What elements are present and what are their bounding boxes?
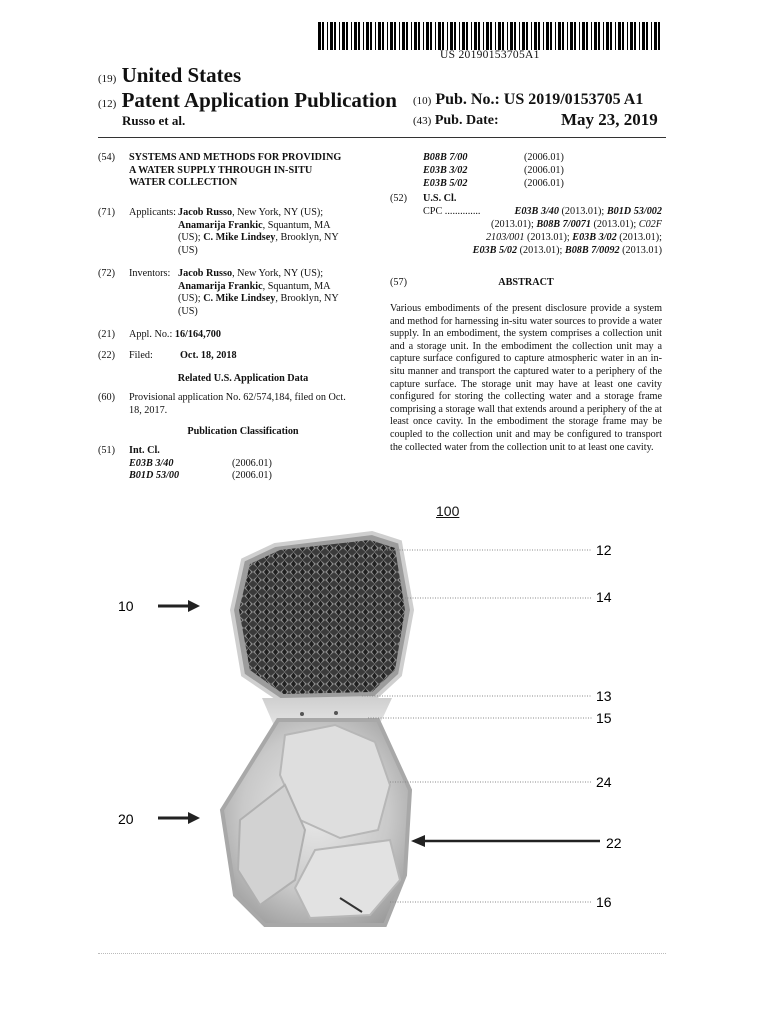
barcode-bar — [615, 22, 616, 50]
applicant-loc: , New York, NY (US); — [232, 207, 324, 218]
cpc-year: (2013.01); — [590, 219, 639, 230]
cpc-line — [462, 206, 662, 219]
intcl-class: B01D 53/00 — [129, 470, 180, 481]
appl-label: Appl. No.: — [129, 329, 173, 340]
applicant-name: Anamarija Frankic — [178, 219, 263, 231]
intcl-year: (2006.01) — [524, 165, 564, 176]
barcode-bar — [459, 22, 460, 50]
country-code: (19) — [98, 73, 117, 85]
barcode-bar — [646, 22, 648, 50]
barcode-bar — [426, 22, 429, 50]
label-14: 14 — [596, 589, 612, 605]
barcode-bar — [394, 22, 396, 50]
barcode-bar — [402, 22, 405, 50]
barcode-bar — [342, 22, 345, 50]
barcode-bar — [495, 22, 496, 50]
pub-date-line — [413, 113, 499, 129]
cpc-label: CPC .............. — [423, 206, 481, 217]
barcode-bar — [322, 22, 324, 50]
applicant-loc: , Squantum, MA — [262, 219, 331, 231]
related-heading: Related U.S. Application Data — [177, 373, 309, 384]
barcode-bar — [474, 22, 477, 50]
cpc-year: (2013.01); — [491, 219, 537, 230]
barcode-bar — [651, 22, 652, 50]
barcode-bar — [382, 22, 384, 50]
cpc-year: (2013.01); — [616, 232, 662, 243]
barcode-bar — [639, 22, 640, 50]
barcode-bar — [562, 22, 564, 50]
arrow-22 — [411, 835, 600, 847]
barcode-bar — [574, 22, 576, 50]
applicant-name: C. Mike Lindsey — [203, 232, 276, 244]
label-12: 12 — [596, 542, 612, 558]
barcode-bar — [490, 22, 492, 50]
barcode-bar — [658, 22, 660, 50]
barcode-bar — [423, 22, 424, 50]
barcode-bar — [514, 22, 516, 50]
cpc-line — [402, 245, 662, 258]
cpc-class: E03B 3/40 — [514, 206, 559, 217]
barcode-bar — [334, 22, 336, 50]
barcode-bar — [507, 22, 508, 50]
inventor-name: C. Mike Lindsey — [203, 293, 276, 305]
label-15: 15 — [596, 710, 612, 726]
intcl-code: (51) — [98, 445, 115, 456]
pub-no: US 2019/0153705 A1 — [503, 91, 644, 108]
inventors-code: (72) — [98, 268, 115, 279]
barcode-bar — [406, 22, 408, 50]
pub-date-label: Pub. Date: — [434, 113, 499, 128]
cpc-class: E03B 5/02 — [472, 245, 518, 256]
appl-code: (21) — [98, 329, 115, 340]
barcode-bar — [558, 22, 561, 50]
barcode-bar — [351, 22, 352, 50]
label-22: 22 — [606, 835, 622, 851]
barcode-bar — [447, 22, 448, 50]
pub-no-line — [413, 91, 643, 109]
barcode-bar — [387, 22, 388, 50]
pub-date-code: (43) — [413, 115, 432, 127]
authors: Russo et al. — [122, 113, 186, 128]
barcode-bar — [555, 22, 556, 50]
barcode-bar — [346, 22, 348, 50]
barcode-bar — [411, 22, 412, 50]
cpc-year: (2013.01); — [517, 245, 565, 256]
inventor-loc: , Squantum, MA — [262, 280, 331, 292]
barcode-bar — [370, 22, 372, 50]
title-code: (54) — [98, 152, 115, 163]
barcode-bar — [570, 22, 573, 50]
barcode-bar — [606, 22, 609, 50]
intcl-year: (2006.01) — [232, 470, 272, 481]
barcode-bar — [579, 22, 580, 50]
barcode-bar — [610, 22, 612, 50]
inventor-loc: (US); — [178, 293, 204, 305]
intcl-class: E03B 3/40 — [129, 458, 174, 469]
applicants-code: (71) — [98, 207, 115, 218]
barcode-bar — [627, 22, 628, 50]
arrow-10 — [158, 600, 200, 612]
barcode-bar — [538, 22, 540, 50]
pub-date: May 23, 2019 — [561, 110, 658, 129]
applicant-name: Jacob Russo — [178, 207, 233, 218]
barcode-number: US 20190153705A1 — [440, 49, 540, 61]
title — [129, 152, 379, 190]
barcode-bar — [603, 22, 604, 50]
inventor-name: Jacob Russo — [178, 268, 233, 279]
barcode — [318, 22, 662, 50]
cpc-year: (2013.01); — [524, 232, 573, 243]
barcode-bar — [534, 22, 537, 50]
barcode-bar — [375, 22, 376, 50]
country-line — [98, 63, 241, 88]
applicants-label: Applicants: — [129, 207, 176, 218]
barcode-bar — [399, 22, 400, 50]
barcode-bar — [531, 22, 532, 50]
cpc-year: (2013.01); — [558, 206, 607, 217]
collection-unit — [232, 533, 412, 700]
pub-no-label: Pub. No.: — [435, 91, 500, 108]
provisional-line: 18, 2017. — [129, 404, 168, 416]
pub-no-code: (10) — [413, 95, 432, 107]
barcode-bar — [454, 22, 456, 50]
inventor-loc: , New York, NY (US); — [232, 268, 324, 279]
barcode-bar — [486, 22, 489, 50]
title-line: SYSTEMS AND METHODS FOR PROVIDING — [129, 152, 342, 163]
inventor-loc: (US) — [178, 305, 198, 317]
label-10: 10 — [118, 598, 134, 614]
applicant-loc: (US) — [178, 244, 198, 256]
barcode-bar — [450, 22, 453, 50]
inventor-name: Anamarija Frankic — [178, 280, 263, 292]
barcode-bar — [363, 22, 364, 50]
inventors-list — [178, 268, 378, 318]
figure-drawing — [100, 520, 660, 940]
barcode-bar — [598, 22, 600, 50]
barcode-bar — [622, 22, 624, 50]
barcode-bar — [330, 22, 333, 50]
intcl-class: B08B 7/00 — [423, 152, 468, 163]
applicants-list — [178, 207, 378, 257]
applicant-loc: (US); — [178, 232, 204, 244]
barcode-bar — [642, 22, 645, 50]
barcode-bar — [591, 22, 592, 50]
barcode-bar — [378, 22, 381, 50]
barcode-bar — [430, 22, 432, 50]
barcode-bar — [630, 22, 633, 50]
cpc-line — [402, 219, 662, 232]
label-16: 16 — [596, 894, 612, 910]
cpc-class: 2103/001 — [485, 232, 525, 243]
cpc-year: (2013.01) — [619, 245, 662, 256]
storage-unit — [222, 720, 410, 925]
barcode-bar — [594, 22, 597, 50]
inventors-label: Inventors: — [129, 268, 171, 279]
barcode-bar — [543, 22, 544, 50]
intcl-class: E03B 3/02 — [423, 165, 468, 176]
barcode-bar — [498, 22, 501, 50]
appl-no-line — [129, 329, 221, 342]
cpc-class: C02F — [638, 219, 662, 230]
barcode-bar — [586, 22, 588, 50]
cpc-class: E03B 3/02 — [572, 232, 617, 243]
country: United States — [121, 63, 242, 87]
barcode-bar — [526, 22, 528, 50]
intcl-class: E03B 5/02 — [423, 178, 468, 189]
figure-number: 100 — [436, 503, 460, 519]
barcode-bar — [634, 22, 636, 50]
barcode-bar — [462, 22, 465, 50]
pubclass-heading: Publication Classification — [187, 426, 299, 437]
barcode-bar — [618, 22, 621, 50]
uscl-code: (52) — [390, 193, 407, 204]
label-24: 24 — [596, 774, 612, 790]
barcode-bar — [546, 22, 549, 50]
doc-type: Patent Application Publication — [121, 88, 397, 112]
provisional-line: Provisional application No. 62/574,184, filed on Oct. — [129, 392, 346, 403]
barcode-bar — [654, 22, 657, 50]
uscl-label: U.S. Cl. — [423, 193, 457, 204]
barcode-bar — [318, 22, 321, 50]
header-rule — [98, 137, 666, 138]
cpc-class: B08B 7/0071 — [536, 219, 591, 230]
cpc-class: B08B 7/0092 — [564, 245, 620, 256]
title-line: A WATER SUPPLY THROUGH IN-SITU — [129, 164, 313, 176]
applicant-loc: , Brooklyn, NY — [275, 232, 339, 244]
cpc-class: B01D 53/002 — [606, 206, 662, 217]
intcl-label: Int. Cl. — [129, 445, 160, 456]
barcode-bar — [478, 22, 480, 50]
inventor-loc: , Brooklyn, NY — [275, 293, 339, 305]
barcode-bar — [339, 22, 340, 50]
provisional-code: (60) — [98, 392, 115, 403]
cpc-line — [402, 232, 662, 245]
barcode-bar — [471, 22, 472, 50]
barcode-bar — [390, 22, 393, 50]
barcode-bar — [366, 22, 369, 50]
abstract-heading: ABSTRACT — [498, 277, 554, 288]
barcode-bar — [327, 22, 328, 50]
barcode-bar — [522, 22, 525, 50]
title-line: WATER COLLECTION — [129, 177, 238, 189]
barcode-bar — [510, 22, 513, 50]
filed-label: Filed: — [129, 350, 153, 361]
barcode-bar — [582, 22, 585, 50]
abstract-code: (57) — [390, 277, 407, 288]
barcode-bar — [550, 22, 552, 50]
barcode-bar — [438, 22, 441, 50]
label-20: 20 — [118, 811, 134, 827]
filed-code: (22) — [98, 350, 115, 361]
barcode-bar — [567, 22, 568, 50]
barcode-bar — [519, 22, 520, 50]
barcode-bar — [414, 22, 417, 50]
barcode-bar — [502, 22, 504, 50]
barcode-bar — [358, 22, 360, 50]
barcode-bar — [466, 22, 468, 50]
barcode-bar — [483, 22, 484, 50]
bottom-rule — [98, 953, 666, 954]
provisional — [129, 392, 379, 417]
filed-date: Oct. 18, 2018 — [180, 350, 237, 361]
doc-type-line — [98, 88, 397, 113]
intcl-year: (2006.01) — [232, 458, 272, 469]
barcode-bar — [442, 22, 444, 50]
doc-type-code: (12) — [98, 98, 117, 110]
label-13: 13 — [596, 688, 612, 704]
intcl-year: (2006.01) — [524, 152, 564, 163]
barcode-bar — [354, 22, 357, 50]
barcode-bar — [435, 22, 436, 50]
appl-no: 16/164,700 — [174, 329, 221, 340]
arrow-20 — [158, 812, 200, 824]
abstract-text: Various embodiments of the present disclosure provide a system and method for harnessing in-situ water sources to provide a water supply. In an embodiment, the system comprises a collection unit and a storage unit. In the embodiment the collection unit may a capture surface configured to capture atmospheric water in an in-situ manner and transport the captured water to a periphery of the capture surface. The storage unit may have at least one cavity configured for storing the collecting water and a storage frame comprising a storage wall that extends around a periphery of the at least once cavity. In the embodiment the storage frame may be coupled to the collection unit and may be configured to transport the collected water from the collection unit to at least one cavity. — [390, 303, 662, 453]
barcode-bar — [418, 22, 420, 50]
intcl-year: (2006.01) — [524, 178, 564, 189]
